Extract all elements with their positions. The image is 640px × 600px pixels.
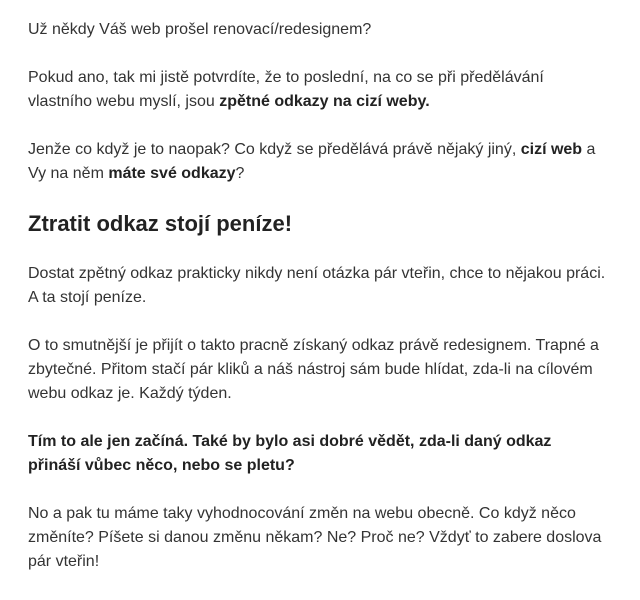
paragraph-changes: No a pak tu máme taky vyhodnocování změn na webu obecně. Co když něco změníte? Píšete si danou změnu někam? Ne? Proč ne? Vždyť to zabere doslova pár vteřin! — [28, 505, 602, 570]
emphasis-text: zpětné odkazy na cizí weby. — [219, 93, 430, 110]
intro-paragraph: Už někdy Váš web prošel renovací/redesignem? — [28, 21, 372, 38]
paragraph-text: Pokud ano, tak mi jistě potvrdíte, že to poslední, na co se při předělávání vlastního webu myslí, jsou — [28, 69, 544, 110]
emphasis-text: máte své odkazy — [108, 165, 236, 182]
paragraph-reverse — [28, 138, 608, 186]
emphasis-text: cizí web — [520, 141, 583, 158]
section-heading: Ztratit odkaz stojí peníze! — [28, 211, 293, 236]
paragraph-redesign: O to smutnější je přijít o takto pracně získaný odkaz právě redesignem. Trapné a zbytečné. Přitom stačí pár kliků a náš nástroj sám bude hlídat, zda-li na cílovém webu odkaz je. Každý týden. — [28, 337, 599, 402]
paragraph-text: Jenže co když je to naopak? Co když se předělává právě nějaký jiný, — [28, 141, 521, 158]
paragraph-backlinks — [28, 66, 608, 114]
paragraph-cost: Dostat zpětný odkaz prakticky nikdy není otázka pár vteřin, chce to nějakou práci. A ta stojí peníze. — [28, 265, 606, 306]
paragraph-highlight: Tím to ale jen začíná. Také by bylo asi dobré vědět, zda-li daný odkaz přináší vůbec něco, nebo se pletu? — [28, 433, 552, 474]
paragraph-text: a Vy na něm — [28, 141, 596, 182]
paragraph-text: ? — [235, 165, 245, 182]
